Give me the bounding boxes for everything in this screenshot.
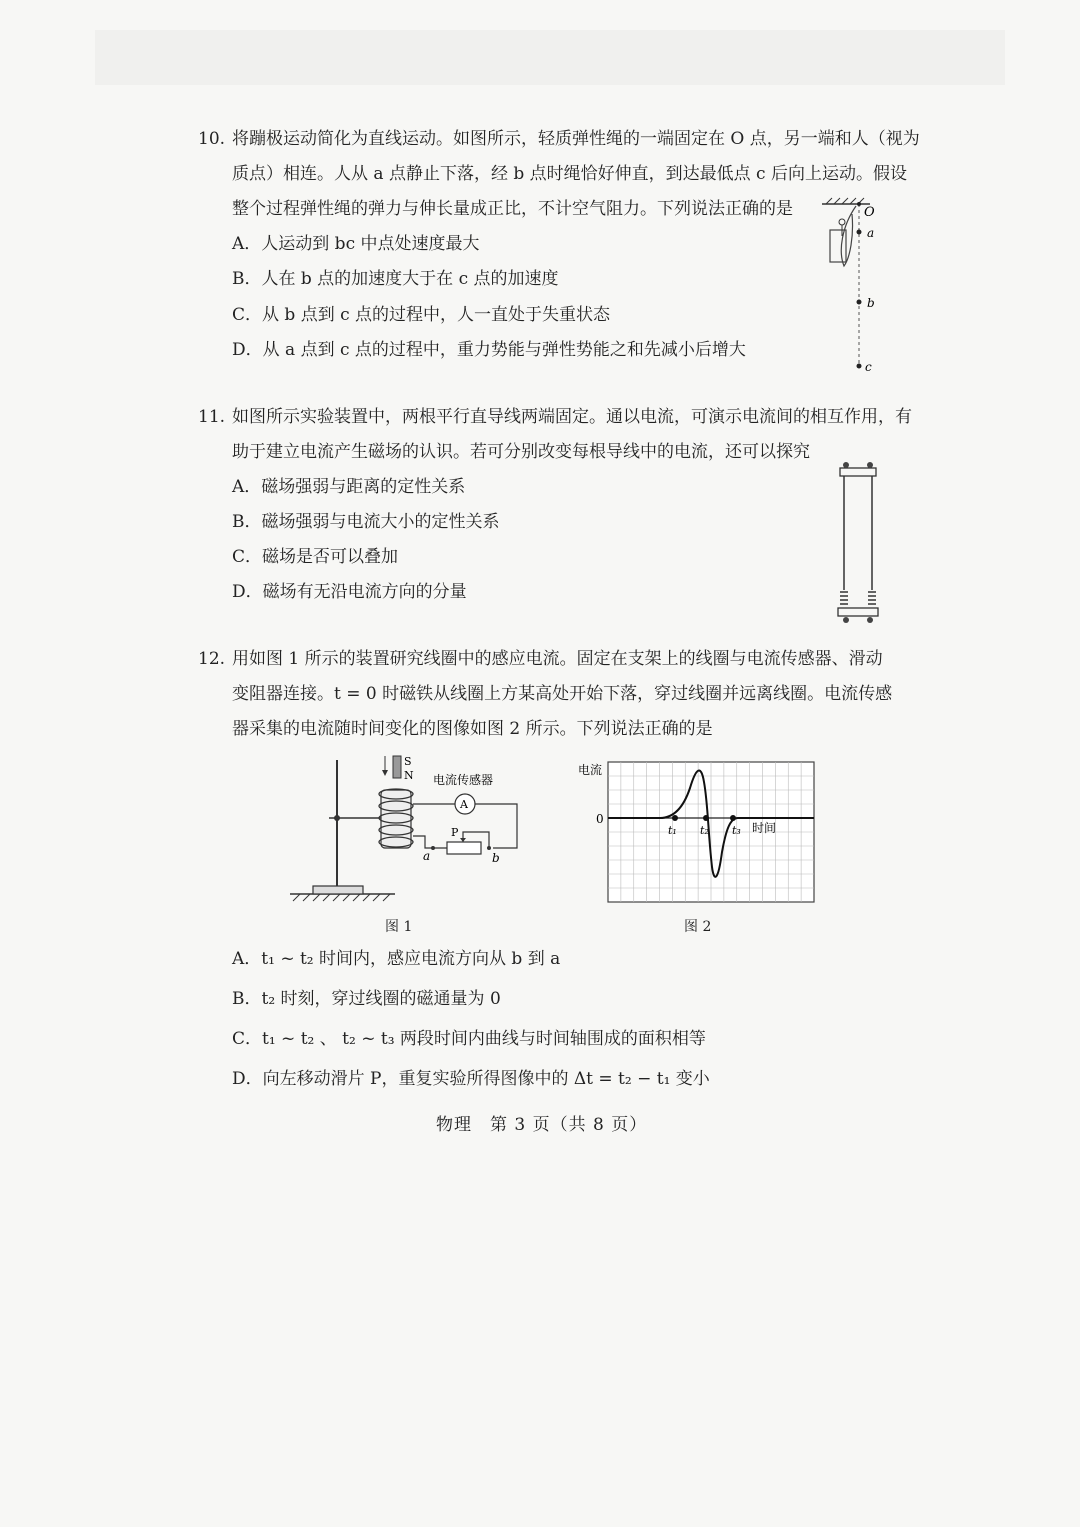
q10-stem-line-2: 质点）相连。人从 a 点静止下落，经 b 点时绳恰好伸直，到达最低点 c 后向上运动。假设: [232, 164, 907, 184]
y-axis-label: 电流: [578, 763, 603, 777]
t2-label: t₂: [700, 824, 709, 837]
page-footer: 物理 第 3 页（共 8 页）: [436, 1115, 648, 1135]
figure-1-apparatus: [285, 752, 535, 907]
t1-label: t₁: [668, 824, 677, 837]
spring-right: [868, 592, 876, 604]
q11-option-d: D．磁场有无沿电流方向的分量: [232, 582, 467, 602]
clamp-screw: [334, 815, 340, 821]
bungee-figure: [818, 196, 890, 376]
q10-stem-line-3: 整个过程弹性绳的弹力与伸长量成正比，不计空气阻力。下列说法正确的是: [232, 199, 793, 219]
q12-stem-line-2: 变阻器连接。t = 0 时磁铁从线圈上方某高处开始下落，穿过线圈并远离线圈。电流传感: [232, 684, 893, 704]
q12-option-d: D．向左移动滑片 P，重复实验所得图像中的 Δt = t₂ − t₁ 变小: [232, 1069, 710, 1089]
q10-number: 10.: [198, 129, 226, 149]
q12-option-a: A．t₁ ~ t₂ 时间内，感应电流方向从 b 到 a: [232, 949, 561, 969]
q11-option-c: C．磁场是否可以叠加: [232, 547, 399, 567]
point-c: [857, 364, 862, 369]
ammeter-label: A: [460, 798, 468, 811]
top-bar: [840, 468, 876, 476]
q11-option-a: A．磁场强弱与距离的定性关系: [232, 477, 466, 497]
label-a: a: [867, 226, 875, 240]
point-b: [857, 300, 862, 305]
q12-stem-line-1: 用如图 1 所示的装置研究线圈中的感应电流。固定在支架上的线圈与电流传感器、滑动: [232, 649, 883, 669]
magnet-n-label: N: [404, 769, 414, 782]
elastic-cord: [841, 206, 856, 266]
figure-2-current-graph: [572, 752, 822, 912]
t3-label: t₃: [732, 824, 741, 837]
parallel-wires-figure: [830, 458, 886, 628]
q12-option-b: B．t₂ 时刻，穿过线圈的磁通量为 0: [232, 989, 501, 1009]
terminal-b-label: b: [492, 851, 500, 865]
q10-option-a: A．人运动到 bc 中点处速度最大: [232, 234, 480, 254]
label-b: b: [867, 296, 875, 310]
stand-base: [313, 886, 363, 894]
sensor-label: 电流传感器: [433, 773, 494, 787]
bottom-bar: [838, 608, 878, 616]
q11-option-b: B．磁场强弱与电流大小的定性关系: [232, 512, 500, 532]
down-arrow-icon: [382, 770, 388, 776]
magnet-s-label: S: [404, 755, 412, 768]
top-screw-right: [867, 462, 873, 468]
person-icon: [839, 219, 845, 225]
q10-stem-line-1: 将蹦极运动简化为直线运动。如图所示，轻质弹性绳的一端固定在 O 点，另一端和人（视为: [232, 129, 920, 149]
rheostat: [447, 842, 481, 854]
bottom-screw-left: [843, 617, 849, 623]
magnet: [393, 756, 401, 778]
q11-number: 11.: [198, 407, 226, 427]
x-axis-label: 时间: [752, 821, 777, 835]
q10-option-c: C．从 b 点到 c 点的过程中，人一直处于失重状态: [232, 305, 611, 325]
terminal-a-label: a: [423, 849, 431, 863]
bottom-screw-right: [867, 617, 873, 623]
q12-stem-line-3: 器采集的电流随时间变化的图像如图 2 所示。下列说法正确的是: [232, 719, 713, 739]
point-t3: [730, 815, 736, 821]
point-t1: [672, 815, 678, 821]
circuit-wire-left: [413, 836, 447, 848]
point-o: [857, 202, 861, 206]
terminal-a: [431, 846, 435, 850]
label-o: O: [864, 205, 875, 220]
ground-hatch: [293, 894, 390, 901]
point-t2: [703, 815, 709, 821]
point-a: [857, 230, 862, 235]
figure-1-caption: 图 1: [385, 919, 413, 935]
q12-option-c: C．t₁ ~ t₂ 、 t₂ ~ t₃ 两段时间内曲线与时间轴围成的面积相等: [232, 1029, 706, 1049]
top-screw-left: [843, 462, 849, 468]
q10-option-b: B．人在 b 点的加速度大于在 c 点的加速度: [232, 269, 559, 289]
zero-label: 0: [596, 812, 604, 826]
slider-p-label: P: [451, 826, 459, 839]
q10-option-d: D．从 a 点到 c 点的过程中，重力势能与弹性势能之和先减小后增大: [232, 340, 746, 360]
label-c: c: [865, 360, 872, 374]
scan-shade: [95, 30, 1005, 85]
q11-stem-line-1: 如图所示实验装置中，两根平行直导线两端固定。通以电流，可演示电流间的相互作用，有: [232, 407, 912, 427]
figure-2-caption: 图 2: [684, 919, 712, 935]
q11-stem-line-2: 助于建立电流产生磁场的认识。若可分别改变每根导线中的电流，还可以探究: [232, 442, 810, 462]
q12-number: 12.: [198, 649, 226, 669]
terminal-b: [487, 846, 491, 850]
spring-left: [840, 592, 848, 604]
